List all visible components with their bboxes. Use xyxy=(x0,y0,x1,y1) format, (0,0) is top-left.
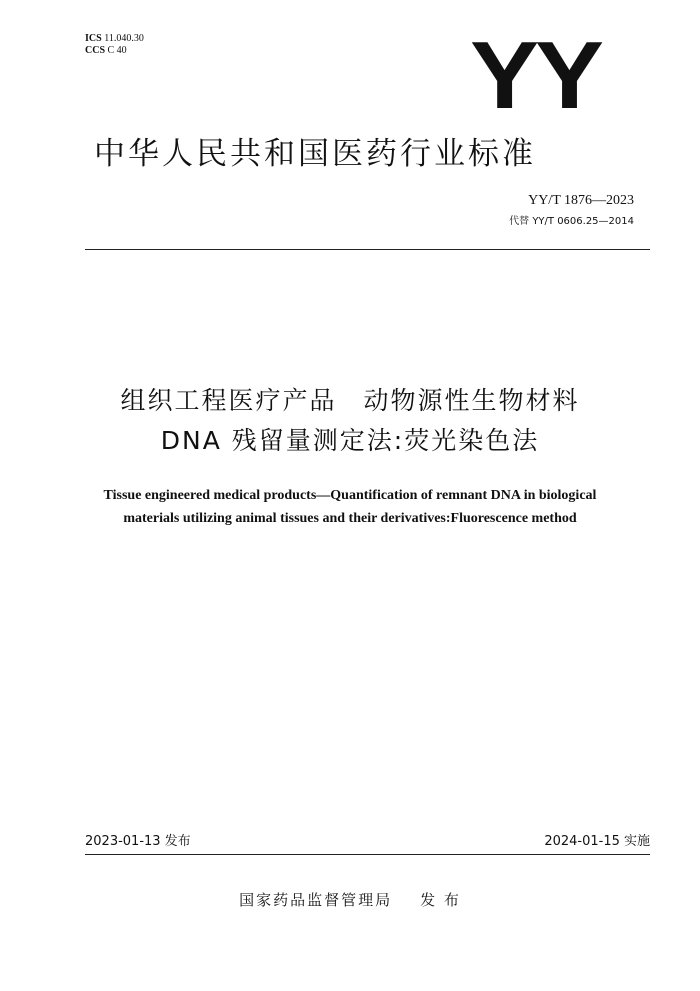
yy-logo: YY xyxy=(470,22,600,129)
replaces-standard: 代替 YY/T 0606.25—2014 xyxy=(509,216,634,227)
ics-code xyxy=(85,33,144,45)
title-en-line1: Tissue engineered medical products—Quantification of remnant DNA in biological xyxy=(103,488,597,503)
title-cn-line2: DNA 残留量测定法:荧光染色法 xyxy=(160,426,540,455)
classification-codes xyxy=(85,33,144,57)
ccs-label: CCS xyxy=(85,45,106,56)
ccs-value: C 40 xyxy=(107,45,127,56)
ccs-code xyxy=(85,45,144,57)
title-en-line2: materials utilizing animal tissues and their derivatives:Fluorescence method xyxy=(123,511,577,526)
footer-divider xyxy=(85,854,650,855)
ics-value: 11.040.30 xyxy=(104,33,144,44)
issuer xyxy=(0,889,700,911)
issuer-action: 发 布 xyxy=(420,891,461,909)
standard-number: YY/T 1876—2023 xyxy=(528,193,634,208)
header-divider xyxy=(85,249,650,250)
issuer-name: 国家药品监督管理局 xyxy=(239,891,393,909)
standard-category: 中华人民共和国医药行业标准 xyxy=(94,136,536,172)
effective-date: 2024-01-15 实施 xyxy=(544,834,650,849)
title-cn-line1: 组织工程医疗产品 动物源性生物材料 xyxy=(120,386,580,415)
publish-date: 2023-01-13 发布 xyxy=(85,834,191,849)
ics-label: ICS xyxy=(85,33,102,44)
